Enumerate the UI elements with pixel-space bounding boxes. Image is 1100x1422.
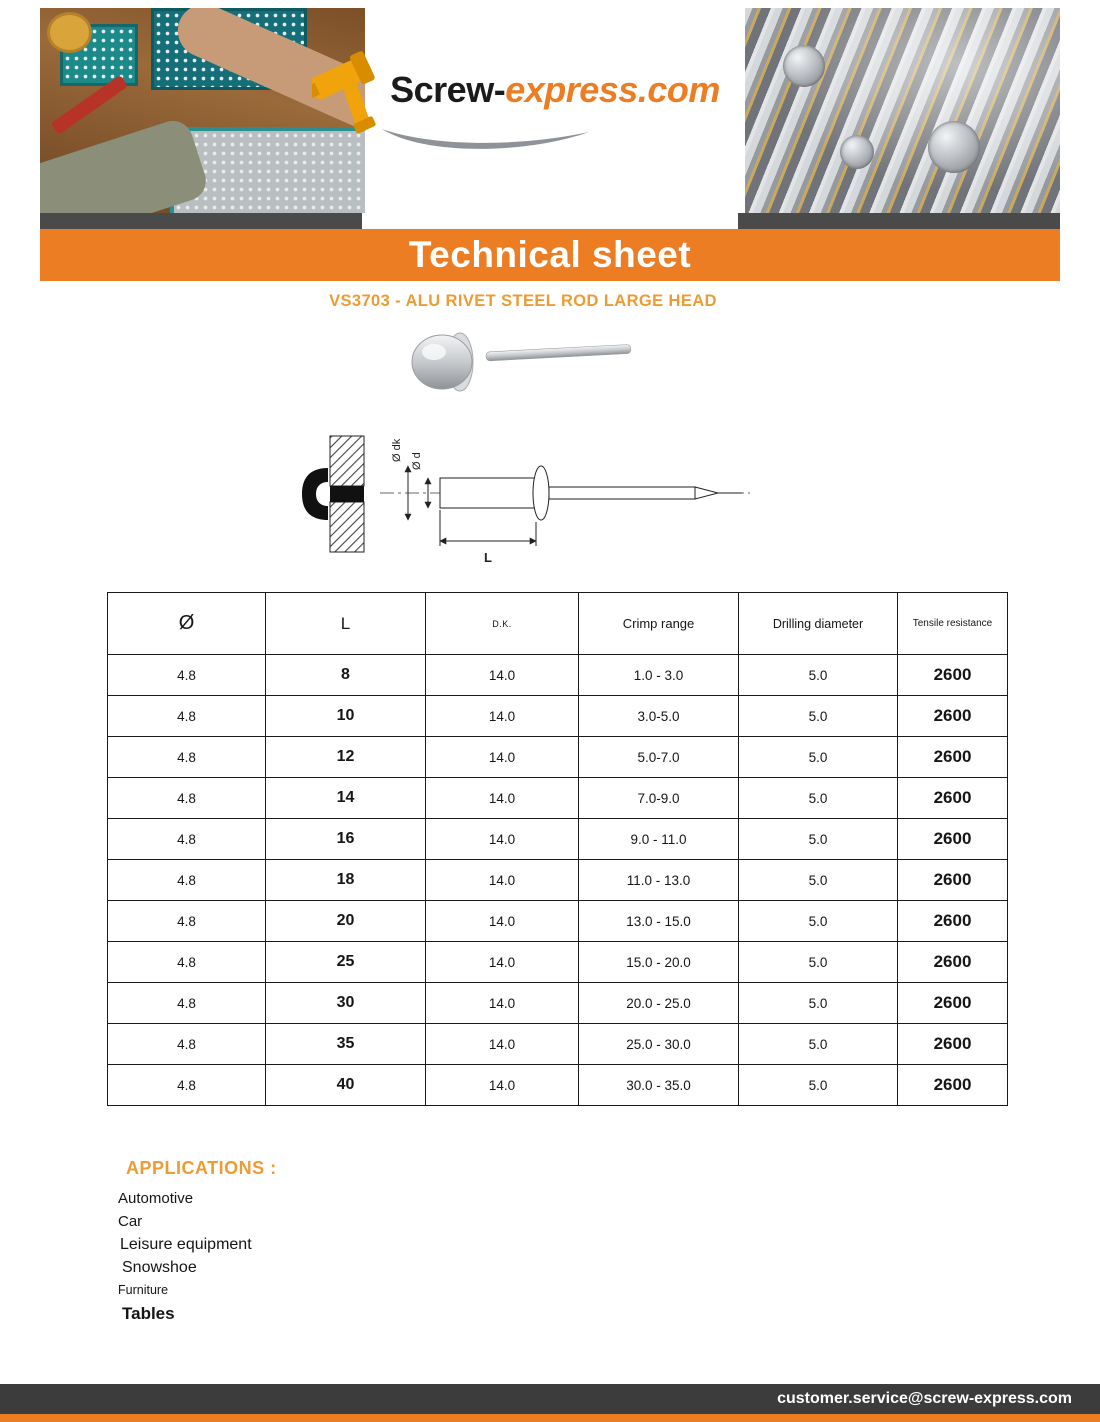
- cell-dk: 14.0: [426, 1024, 579, 1065]
- photo-screws-pile: [745, 8, 1060, 213]
- footer-bar: [0, 1384, 1100, 1414]
- applications-title: APPLICATIONS :: [126, 1158, 277, 1178]
- footer-email: customer.service@screw-express.com: [777, 1390, 1072, 1407]
- rivet-flange: [533, 466, 549, 520]
- cell-diameter: 4.8: [108, 819, 266, 860]
- screw-head-icon: [840, 135, 874, 169]
- cell-diameter: 4.8: [108, 655, 266, 696]
- cell-drilling-diameter: 5.0: [739, 737, 898, 778]
- footer-accent-strip: [0, 1414, 1100, 1422]
- application-item: Furniture: [118, 1283, 169, 1297]
- cell-diameter: 4.8: [108, 778, 266, 819]
- cell-crimp-range: 25.0 - 30.0: [579, 1024, 739, 1065]
- cell-dk: 14.0: [426, 983, 579, 1024]
- cell-drilling-diameter: 5.0: [739, 696, 898, 737]
- cell-tensile-resistance: 2600: [898, 696, 1008, 737]
- table-row: [108, 860, 1008, 901]
- screw-head-icon: [928, 121, 980, 173]
- cell-diameter: 4.8: [108, 983, 266, 1024]
- diagram-label-l: L: [484, 550, 492, 565]
- cell-crimp-range: 15.0 - 20.0: [579, 942, 739, 983]
- cell-tensile-resistance: 2600: [898, 901, 1008, 942]
- cell-crimp-range: 1.0 - 3.0: [579, 655, 739, 696]
- cell-crimp-range: 9.0 - 11.0: [579, 819, 739, 860]
- cell-dk: 14.0: [426, 737, 579, 778]
- cell-tensile-resistance: 2600: [898, 983, 1008, 1024]
- cell-drilling-diameter: 5.0: [739, 1065, 898, 1106]
- photo-measuring-tape: [47, 12, 93, 53]
- cell-tensile-resistance: 2600: [898, 1065, 1008, 1106]
- table-header-row: [108, 593, 1008, 655]
- cell-length: 20: [266, 901, 426, 942]
- applications-list: [118, 1187, 538, 1325]
- application-item: Automotive: [118, 1190, 194, 1207]
- cell-drilling-diameter: 5.0: [739, 942, 898, 983]
- cell-crimp-range: 3.0-5.0: [579, 696, 739, 737]
- cell-dk: 14.0: [426, 1065, 579, 1106]
- cell-tensile-resistance: 2600: [898, 1024, 1008, 1065]
- application-item: Tables: [122, 1304, 175, 1323]
- col-header-crimp-range: Crimp range: [579, 593, 739, 655]
- cell-length: 10: [266, 696, 426, 737]
- cell-drilling-diameter: 5.0: [739, 860, 898, 901]
- cell-tensile-resistance: 2600: [898, 819, 1008, 860]
- col-header-dk: D.K.: [426, 593, 579, 655]
- cell-length: 25: [266, 942, 426, 983]
- set-rivet-shape: [330, 486, 364, 502]
- cell-dk: 14.0: [426, 696, 579, 737]
- cell-length: 35: [266, 1024, 426, 1065]
- rivet-body: [440, 478, 536, 508]
- cell-crimp-range: 11.0 - 13.0: [579, 860, 739, 901]
- cell-crimp-range: 7.0-9.0: [579, 778, 739, 819]
- set-rivet-head: [302, 468, 328, 520]
- cell-length: 16: [266, 819, 426, 860]
- technical-sheet-banner: [40, 229, 1060, 281]
- cell-dk: 14.0: [426, 942, 579, 983]
- cell-drilling-diameter: 5.0: [739, 901, 898, 942]
- product-title: VS3703 - ALU RIVET STEEL ROD LARGE HEAD: [329, 292, 717, 310]
- cell-tensile-resistance: 2600: [898, 737, 1008, 778]
- cell-length: 30: [266, 983, 426, 1024]
- cell-drilling-diameter: 5.0: [739, 778, 898, 819]
- cell-drilling-diameter: 5.0: [739, 655, 898, 696]
- table-row: [108, 983, 1008, 1024]
- cell-dk: 14.0: [426, 655, 579, 696]
- cell-crimp-range: 5.0-7.0: [579, 737, 739, 778]
- cell-diameter: 4.8: [108, 1024, 266, 1065]
- diagram-label-dk: Ø dk: [391, 438, 403, 462]
- clamped-plate-bottom: [330, 502, 364, 552]
- cell-crimp-range: 20.0 - 25.0: [579, 983, 739, 1024]
- table-row: [108, 737, 1008, 778]
- cell-dk: 14.0: [426, 819, 579, 860]
- col-header-length: L: [266, 593, 426, 655]
- brand-name-part1: Screw-: [390, 69, 506, 110]
- col-header-drilling-diameter: Drilling diameter: [739, 593, 898, 655]
- brand-name: [360, 70, 750, 110]
- clamped-plate-top: [330, 436, 364, 486]
- table-row: [108, 819, 1008, 860]
- table-row: [108, 901, 1008, 942]
- logo: [360, 70, 750, 200]
- spec-table: [107, 592, 1008, 1106]
- cell-crimp-range: 30.0 - 35.0: [579, 1065, 739, 1106]
- cell-tensile-resistance: 2600: [898, 778, 1008, 819]
- cell-diameter: 4.8: [108, 942, 266, 983]
- cell-tensile-resistance: 2600: [898, 860, 1008, 901]
- cell-length: 18: [266, 860, 426, 901]
- cell-length: 14: [266, 778, 426, 819]
- cell-length: 12: [266, 737, 426, 778]
- banner-title: Technical sheet: [408, 234, 692, 275]
- screw-head-icon: [783, 45, 825, 87]
- cell-diameter: 4.8: [108, 1065, 266, 1106]
- brand-name-part2: express.com: [505, 69, 720, 110]
- cell-dk: 14.0: [426, 901, 579, 942]
- diagram-label-d: Ø d: [411, 452, 423, 470]
- cell-drilling-diameter: 5.0: [739, 983, 898, 1024]
- cell-dk: 14.0: [426, 778, 579, 819]
- cell-diameter: 4.8: [108, 860, 266, 901]
- cell-tensile-resistance: 2600: [898, 942, 1008, 983]
- cell-drilling-diameter: 5.0: [739, 1024, 898, 1065]
- table-row: [108, 1065, 1008, 1106]
- applications-section: [118, 1158, 538, 1325]
- rivet-technical-diagram: [290, 398, 755, 573]
- table-row: [108, 655, 1008, 696]
- banner-center-cover: [362, 213, 738, 230]
- cell-length: 8: [266, 655, 426, 696]
- rivet-product-photo: [398, 320, 643, 400]
- cell-diameter: 4.8: [108, 737, 266, 778]
- cell-diameter: 4.8: [108, 696, 266, 737]
- table-row: [108, 696, 1008, 737]
- rivet-mandrel-tip: [695, 487, 718, 499]
- logo-swoosh-icon: [378, 126, 593, 152]
- application-item: Leisure equipment: [120, 1236, 252, 1253]
- cell-drilling-diameter: 5.0: [739, 819, 898, 860]
- table-row: [108, 942, 1008, 983]
- drill-icon: [312, 36, 386, 142]
- col-header-diameter: Ø: [108, 593, 266, 655]
- rivet-mandrel: [549, 487, 695, 499]
- cell-dk: 14.0: [426, 860, 579, 901]
- photo-highlight: [745, 8, 1060, 213]
- table-row: [108, 1024, 1008, 1065]
- col-header-tensile-resistance: Tensile resistance: [898, 593, 1008, 655]
- cell-crimp-range: 13.0 - 15.0: [579, 901, 739, 942]
- cell-length: 40: [266, 1065, 426, 1106]
- application-item: Snowshoe: [122, 1259, 197, 1276]
- table-row: [108, 778, 1008, 819]
- application-item: Car: [118, 1213, 143, 1230]
- cell-tensile-resistance: 2600: [898, 655, 1008, 696]
- cell-diameter: 4.8: [108, 901, 266, 942]
